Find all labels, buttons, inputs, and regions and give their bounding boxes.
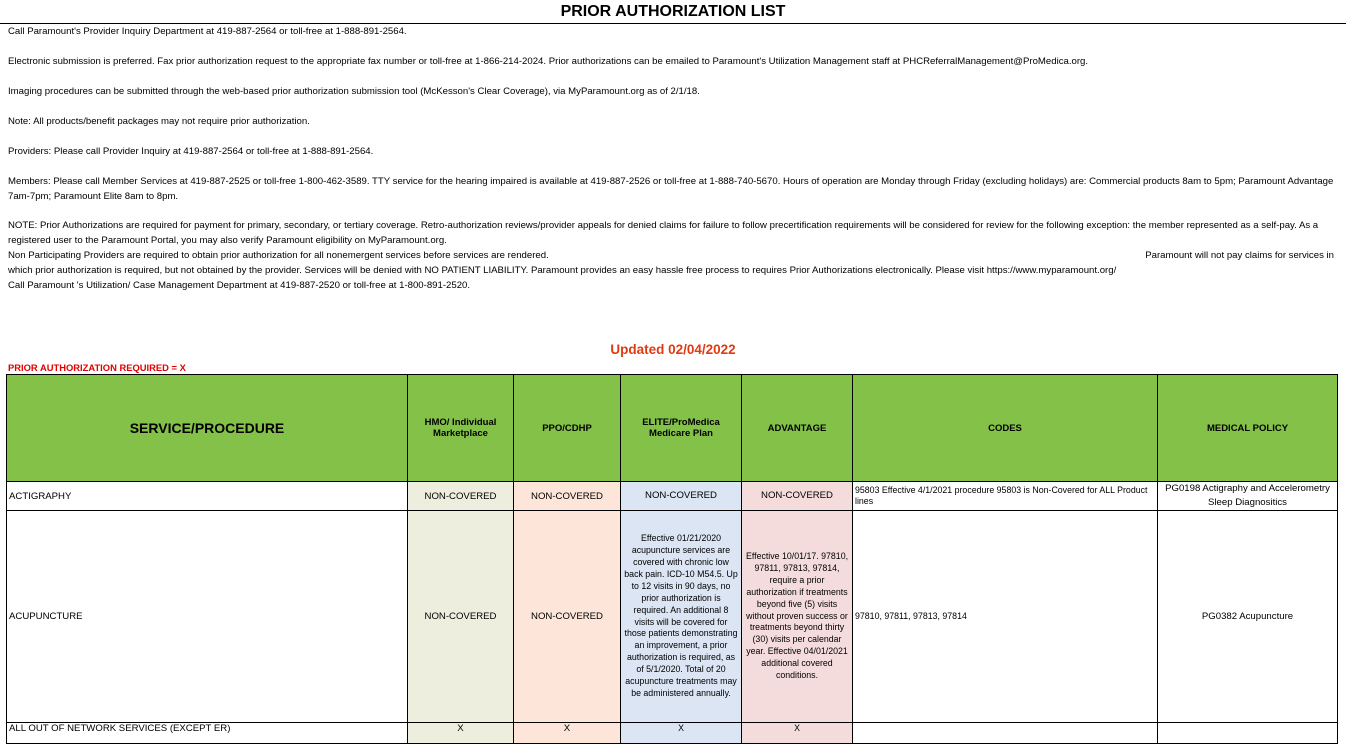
table-row	[7, 511, 1338, 723]
cell-codes: 97810, 97811, 97813, 97814	[853, 511, 1158, 723]
note-imaging: Imaging procedures can be submitted through the web-based prior authorization submission tool (McKesson's Clear Coverage), via MyParamount.org as of 2/1/18.	[8, 86, 700, 97]
cell-hmo: NON-COVERED	[408, 482, 514, 511]
header-elite: ELITE/ProMedica Medicare Plan	[621, 375, 742, 482]
legend-required: PRIOR AUTHORIZATION REQUIRED = X	[8, 362, 186, 373]
header-ppo: PPO/CDHP	[514, 375, 621, 482]
cell-advantage: X	[742, 723, 853, 744]
cell-codes	[853, 723, 1158, 744]
cell-hmo: X	[408, 723, 514, 744]
cell-ppo: NON-COVERED	[514, 511, 621, 723]
cell-service: ACUPUNCTURE	[7, 511, 408, 723]
page-title: PRIOR AUTHORIZATION LIST	[560, 3, 786, 20]
prior-auth-table	[6, 374, 1338, 744]
cell-elite: Effective 01/21/2020 acupuncture services are covered with chronic low back pain. ICD-10 M54.5. Up to 12 visits in 90 days, no prior authorization is required. An additional 8 visits will be covered for those patients demonstrating an improvement, a prior authorization is required, as of 5/1/2020. Total of 20 acupuncture treatments may be administered annually.	[621, 511, 742, 723]
cell-elite: NON-COVERED	[621, 482, 742, 511]
note-case-management: Call Paramount 's Utilization/ Case Management Department at 419-887-2520 or toll-free at 1-800-891-2520.	[8, 280, 471, 291]
header-hmo: HMO/ Individual Marketplace	[408, 375, 514, 482]
cell-service: ALL OUT OF NETWORK SERVICES (EXCEPT ER)	[7, 723, 408, 744]
note-nonpar-right: Paramount will not pay claims for services in	[1145, 250, 1334, 261]
note-electronic-submission: Electronic submission is preferred. Fax prior authorization request to the appropriate fax number or toll-free at 1-866-214-2024. Prior authorizations can be emailed to Paramount's Utilization Management staff at PHCReferralManagement@ProMedica.org.	[8, 56, 1089, 67]
cell-policy: PG0198 Actigraphy and Accelerometry Sleep Diagnositics	[1158, 482, 1338, 511]
cell-policy	[1158, 723, 1338, 744]
cell-ppo: NON-COVERED	[514, 482, 621, 511]
note-provider-inquiry: Call Paramount's Provider Inquiry Department at 419-887-2564 or toll-free at 1-888-891-2564.	[8, 26, 407, 37]
note-providers: Providers: Please call Provider Inquiry at 419-887-2564 or toll-free at 1-888-891-2564.	[8, 146, 374, 157]
updated-date: Updated 02/04/2022	[610, 342, 736, 357]
cell-advantage: NON-COVERED	[742, 482, 853, 511]
cell-elite: X	[621, 723, 742, 744]
table-header-row	[7, 375, 1338, 482]
title-divider	[0, 23, 1346, 24]
table-row	[7, 482, 1338, 511]
note-nonpar-left: Non Participating Providers are required to obtain prior authorization for all nonemergent services before services are rendered.	[8, 250, 549, 261]
header-service: SERVICE/PROCEDURE	[7, 375, 408, 482]
cell-service: ACTIGRAPHY	[7, 482, 408, 511]
header-codes: CODES	[853, 375, 1158, 482]
cell-advantage: Effective 10/01/17. 97810, 97811, 97813, 97814, require a prior authorization if treatments beyond five (5) visits without proven success or treatments beyond thirty (30) visits per calendar year. Effective 04/01/2021 additional covered conditions.	[742, 511, 853, 723]
header-advantage: ADVANTAGE	[742, 375, 853, 482]
note-nonpar-continued: which prior authorization is required, but not obtained by the provider. Services will be denied with NO PATIENT LIABILITY. Paramount provides an easy hassle free process to requires Prior Authorizations electronically. Please visit https://www.myparamount.org/	[8, 265, 1117, 276]
cell-ppo: X	[514, 723, 621, 744]
cell-policy: PG0382 Acupuncture	[1158, 511, 1338, 723]
table-row	[7, 723, 1338, 744]
header-policy: MEDICAL POLICY	[1158, 375, 1338, 482]
note-products: Note: All products/benefit packages may not require prior authorization.	[8, 116, 310, 127]
cell-hmo: NON-COVERED	[408, 511, 514, 723]
note-nonparticipating	[8, 249, 1334, 264]
cell-codes: 95803 Effective 4/1/2021 procedure 95803 is Non-Covered for ALL Product lines	[853, 482, 1158, 511]
note-prior-auth-payment: NOTE: Prior Authorizations are required for payment for primary, secondary, or tertiary coverage. Retro-authorization reviews/provider appeals for denied claims for failure to follow precertification requirements will be considered for review for the following exception: the member represented as a self-pay. As a registered user to the Paramount Portal, you may also verify Paramount eligibility on MyParamount.org.	[8, 220, 1319, 246]
note-members: Members: Please call Member Services at 419-887-2525 or toll-free 1-800-462-3589. TTY service for the hearing impaired is available at 419-887-2526 or toll-free at 1-888-740-5670. Hours of operation are Monday through Friday (excluding holidays) are: Commercial products 8am to 5pm; Paramount Advantage 7am-7pm; Paramount Elite 8am to 8pm.	[8, 176, 1334, 202]
